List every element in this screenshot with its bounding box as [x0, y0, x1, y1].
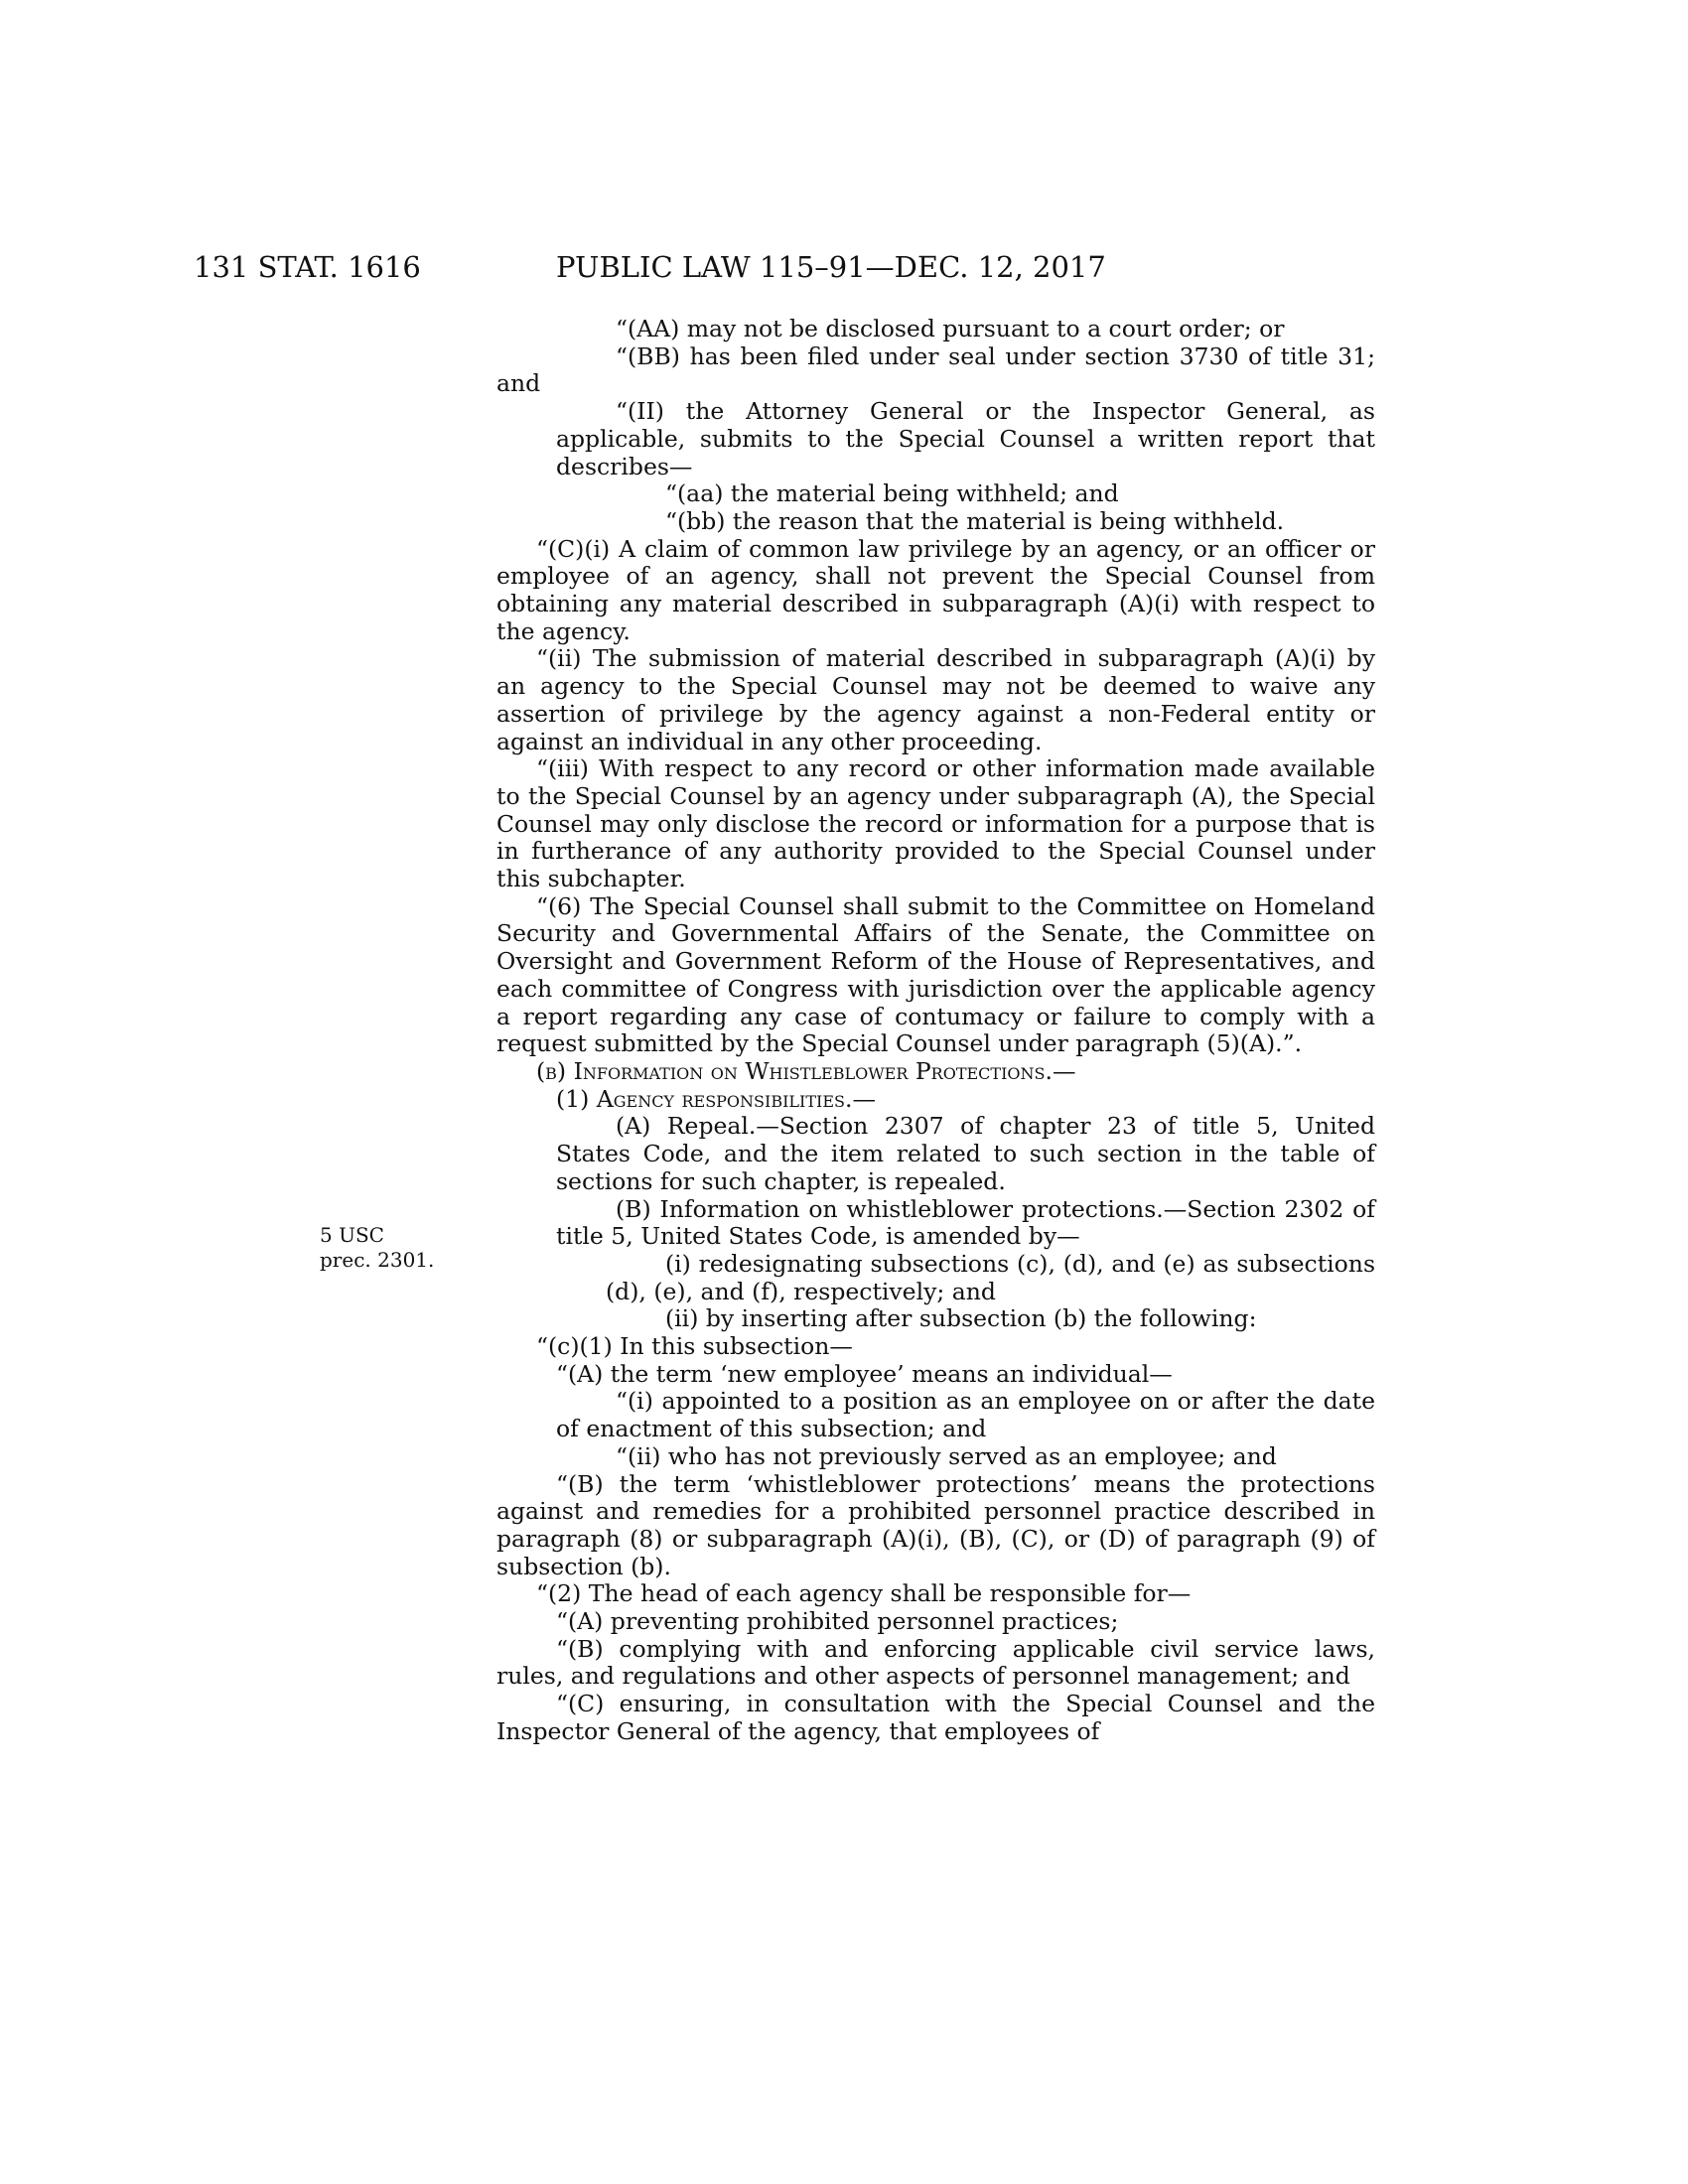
paragraph: “(2) The head of each agency shall be responsible for—: [536, 1579, 1192, 1608]
paragraph: “(BB) has been filed under seal under section 3730 of title 31; and: [496, 341, 1375, 398]
section-heading: (b) Information on Whistleblower Protections.—: [536, 1056, 1076, 1085]
paragraph: “(B) complying with and enforcing applicable civil service laws, rules, and regulations and other aspects of personnel management; and: [496, 1634, 1375, 1691]
paragraph: “(ii) who has not previously served as an employee; and: [616, 1441, 1277, 1470]
statute-citation: 131 STAT. 1616: [194, 250, 421, 284]
paragraph: “(C) ensuring, in consultation with the Special Counsel and the Inspector General of the agency, that employees of: [496, 1690, 1375, 1745]
paragraph: “(c)(1) In this subsection—: [536, 1332, 853, 1361]
paragraph: “(II) the Attorney General or the Inspector General, as applicable, submits to the Special Counsel a written report that describes—: [556, 397, 1375, 480]
paragraph: “(bb) the reason that the material is being withheld.: [665, 506, 1285, 535]
body-text: [496, 316, 1375, 1746]
paragraph: “(ii) The submission of material described in subparagraph (A)(i) by an agency to the Special Counsel may not be deemed to waive any assertion of privilege by the agency against a non-Federal entity or against an individual in any other proceeding.: [496, 644, 1375, 755]
paragraph: “(AA) may not be disclosed pursuant to a court order; or: [616, 315, 1285, 342]
paragraph: (ii) by inserting after subsection (b) the following:: [665, 1304, 1257, 1333]
paragraph: “(aa) the material being withheld; and: [665, 479, 1119, 508]
paragraph: (B) Information on whistleblower protections.—Section 2302 of title 5, United States Code, is amended by—: [556, 1194, 1375, 1251]
paragraph: (A) Repeal.—Section 2307 of chapter 23 of title 5, United States Code, and the item related to such section in the table of sections for such chapter, is repealed.: [556, 1112, 1375, 1195]
margin-note-line: prec. 2301.: [320, 1248, 435, 1272]
running-head: PUBLIC LAW 115–91—DEC. 12, 2017: [556, 250, 1106, 284]
margin-note: [320, 1223, 434, 1273]
paragraph: “(B) the term ‘whistleblower protections’ means the protections against and remedies for a prohibited personnel practice described in paragraph (8) or subparagraph (A)(i), (B), (C), or (D) of paragraph (9) of subsection (b).: [496, 1469, 1375, 1580]
paragraph: “(iii) With respect to any record or other information made available to the Special Counsel by an agency under subparagraph (A), the Special Counsel may only disclose the record or information for a purpose that is in furtherance of any authority provided to the Special Counsel under this subchapter.: [496, 754, 1375, 893]
section-heading: (1) Agency responsibilities.—: [556, 1084, 876, 1113]
paragraph: “(C)(i) A claim of common law privilege by an agency, or an officer or employee of an agency, shall not prevent the Special Counsel from obtaining any material described in subparagraph (A)(i) with respect to the agency.: [496, 534, 1375, 645]
paragraph: “(6) The Special Counsel shall submit to the Committee on Homeland Security and Governmental Affairs of the Senate, the Committee on Oversight and Government Reform of the House of Representatives, and each committee of Congress with jurisdiction over the applicable agency a report regarding any case of contumacy or failure to comply with a request submitted by the Special Counsel under paragraph (5)(A).”.: [496, 891, 1375, 1058]
paragraph: “(A) the term ‘new employee’ means an individual—: [556, 1359, 1173, 1388]
paragraph: “(i) appointed to a position as an employee on or after the date of enactment of this subsection; and: [556, 1387, 1375, 1443]
paragraph: (i) redesignating subsections (c), (d), and (e) as subsections (d), (e), and (f), respectively; and: [606, 1249, 1375, 1305]
paragraph: “(A) preventing prohibited personnel practices;: [556, 1607, 1119, 1636]
margin-note-line: 5 USC: [320, 1223, 384, 1247]
